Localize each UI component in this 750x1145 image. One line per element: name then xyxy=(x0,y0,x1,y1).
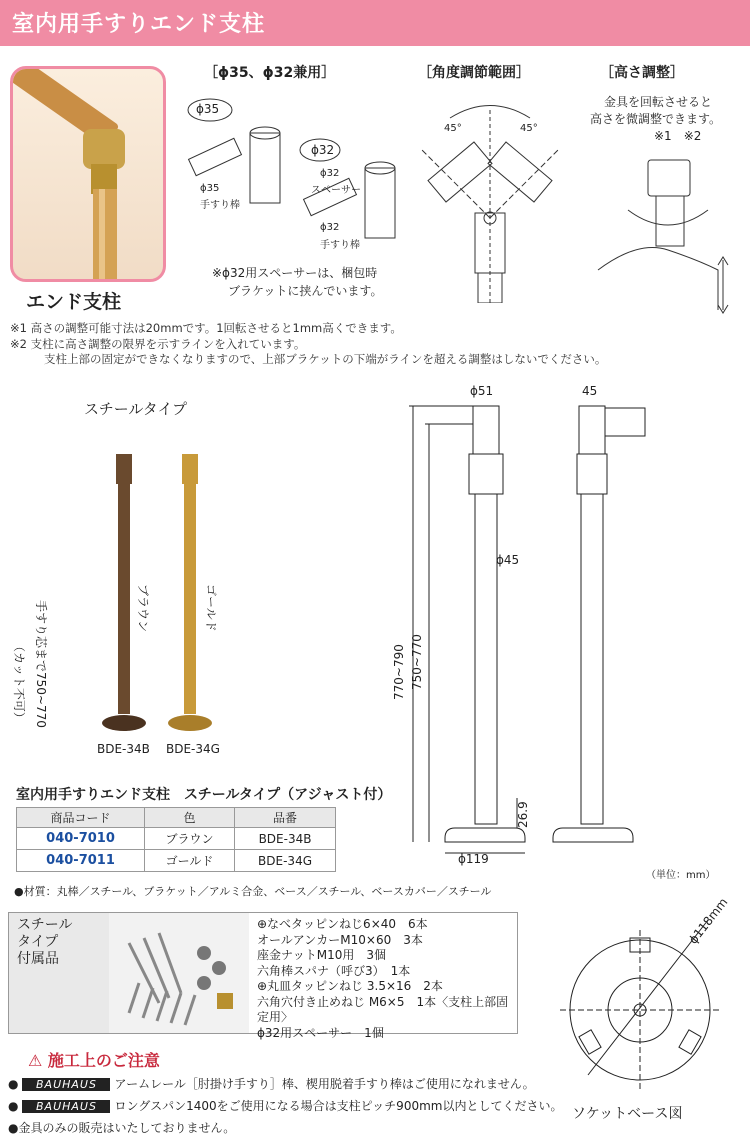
dim-side-top: 45 xyxy=(582,384,598,398)
caution-title: 施工上のご注意 xyxy=(47,1051,160,1070)
acc-label-2: タイプ xyxy=(17,934,59,950)
acc-label-3: 付属品 xyxy=(17,951,59,967)
label-d32-bar: ϕ32 xyxy=(320,222,340,233)
row-model: BDE-34G xyxy=(235,850,336,872)
dim-total1: 770~790 xyxy=(392,644,406,700)
brand-badge: BAUHAUS xyxy=(22,1078,110,1091)
spacer-note-1: ※ϕ32用スペーサーは、梱包時 xyxy=(212,266,378,280)
label-d32-spacer2: スペーサー xyxy=(311,185,361,196)
model-gold: BDE-34G xyxy=(166,742,220,756)
list-item: 六角棒スパナ（呼び3） 1本 xyxy=(257,963,411,978)
dim-base-d: ϕ119 xyxy=(458,852,489,866)
header-code: 商品コード xyxy=(17,808,145,828)
socket-caption: ソケットベース図 xyxy=(572,1106,683,1122)
label-d32-spacer: ϕ32 xyxy=(320,168,340,179)
brand-badge: BAUHAUS xyxy=(22,1100,110,1113)
socket-dim: ϕ118mm xyxy=(686,895,731,947)
label-d32: ϕ32 xyxy=(311,143,335,157)
angle-diagram xyxy=(410,88,570,303)
angle-right: 45° xyxy=(520,123,538,134)
spacer-note-2: ブラケットに挟んでいます。 xyxy=(228,284,383,298)
header-color: 色 xyxy=(145,808,235,828)
height-diagram xyxy=(578,150,743,315)
page-title: 室内用手すりエンド支柱 xyxy=(12,12,266,37)
list-item: ⊕丸皿タッピンねじ 3.5×16 2本 xyxy=(257,979,443,993)
label-d32-bar2: 手すり棒 xyxy=(320,240,360,251)
caution-line-2: ● BAUHAUS ロングスパン1400をご使用になる場合は支柱ピッチ900mm以内としてください。 xyxy=(8,1099,563,1113)
accessories-photo xyxy=(109,913,249,1033)
dim-total2: 750~770 xyxy=(410,634,424,690)
label-d35-bar: ϕ35 xyxy=(200,183,220,194)
height-header: ［高さ調整］ xyxy=(600,65,684,81)
list-item: 座金ナットM10用 3個 xyxy=(257,948,387,962)
pole-note-1: 手すり芯まで750~770 xyxy=(34,600,48,728)
caution-line-1: ● BAUHAUS アームレール［肘掛け手すり］棒、楔用脱着手すり棒はご使用になれません。 xyxy=(8,1077,535,1091)
height-line2: 高さを微調整できます。 xyxy=(590,112,722,126)
angle-header: ［角度調節範囲］ xyxy=(418,65,530,81)
label-d35: ϕ35 xyxy=(196,102,220,116)
accessories-label xyxy=(9,913,109,1033)
caution-title-wrap xyxy=(28,1048,160,1071)
angle-left: 45° xyxy=(444,123,462,134)
table-row xyxy=(17,850,336,872)
label-d35-bar2: 手すり棒 xyxy=(200,200,240,211)
material-text: ●材質：丸棒／スチール、ブラケット／アルミ合金、ベース／スチール、ベースカバー／スチール xyxy=(14,885,492,898)
product-photo xyxy=(10,66,166,282)
row-model: BDE-34B xyxy=(235,828,336,850)
table-header-row xyxy=(17,808,336,828)
height-line1: 金具を回転させると xyxy=(604,95,713,109)
acc-label-1: スチール xyxy=(17,917,73,933)
caution-line-3: ●金具のみの販売はいたしておりません。 xyxy=(8,1121,236,1135)
color-brown-label: ブラウン xyxy=(136,584,150,633)
list-item: 六角穴付き止めねじ M6×5 1本〈支柱上部固定用〉 xyxy=(257,994,509,1024)
note-1: ※1 高さの調整可能寸法は20mmです。1回転させると1mm高くできます。 xyxy=(10,321,402,335)
header-model: 品番 xyxy=(235,808,336,828)
caution-text-2: ロングスパン1400をご使用になる場合は支柱ピッチ900mm以内としてください。 xyxy=(114,1099,563,1113)
row-color: ブラウン xyxy=(145,828,235,850)
accessories-list xyxy=(257,917,517,1041)
note-3: 支柱上部の固定ができなくなりますので、上部ブラケットの下端がラインを超える調整はしないでください。 xyxy=(44,352,607,366)
steel-type-label: スチールタイプ xyxy=(84,400,188,418)
dimension-drawing xyxy=(395,398,665,858)
table-row xyxy=(17,828,336,850)
row-code: 040-7010 xyxy=(17,828,145,850)
table-heading: 室内用手すりエンド支柱 スチールタイプ（アジャスト付） xyxy=(16,787,392,803)
row-code: 040-7011 xyxy=(17,850,145,872)
model-brown: BDE-34B xyxy=(97,742,150,756)
product-name: エンド支柱 xyxy=(26,291,122,313)
list-item: オールアンカーM10×60 3本 xyxy=(257,932,423,947)
unit-label: （単位：mm） xyxy=(646,870,716,881)
dim-base-h: 26.9 xyxy=(516,801,530,828)
title-banner xyxy=(0,0,750,46)
caution-text-1: アームレール［肘掛け手すり］棒、楔用脱着手すり棒はご使用になれません。 xyxy=(114,1077,535,1091)
pole-note-2: （カット不可） xyxy=(12,640,26,724)
dim-top: ϕ51 xyxy=(470,384,494,398)
compat-header: ［ϕ35、ϕ32兼用］ xyxy=(204,65,336,81)
warning-icon: ⚠ xyxy=(28,1051,43,1070)
row-color: ゴールド xyxy=(145,850,235,872)
product-table xyxy=(16,807,336,872)
list-item: ⊕なべタッピンねじ6×40 6本 xyxy=(257,917,428,931)
accessories-box xyxy=(8,912,518,1040)
dim-mid: ϕ45 xyxy=(496,553,520,567)
list-item: ϕ32用スペーサー 1個 xyxy=(257,1025,384,1040)
note-2: ※2 支柱に高さ調整の限界を示すラインを入れています。 xyxy=(10,337,306,351)
color-gold-label: ゴールド xyxy=(204,584,218,632)
height-line3: ※1 ※2 xyxy=(654,129,702,143)
